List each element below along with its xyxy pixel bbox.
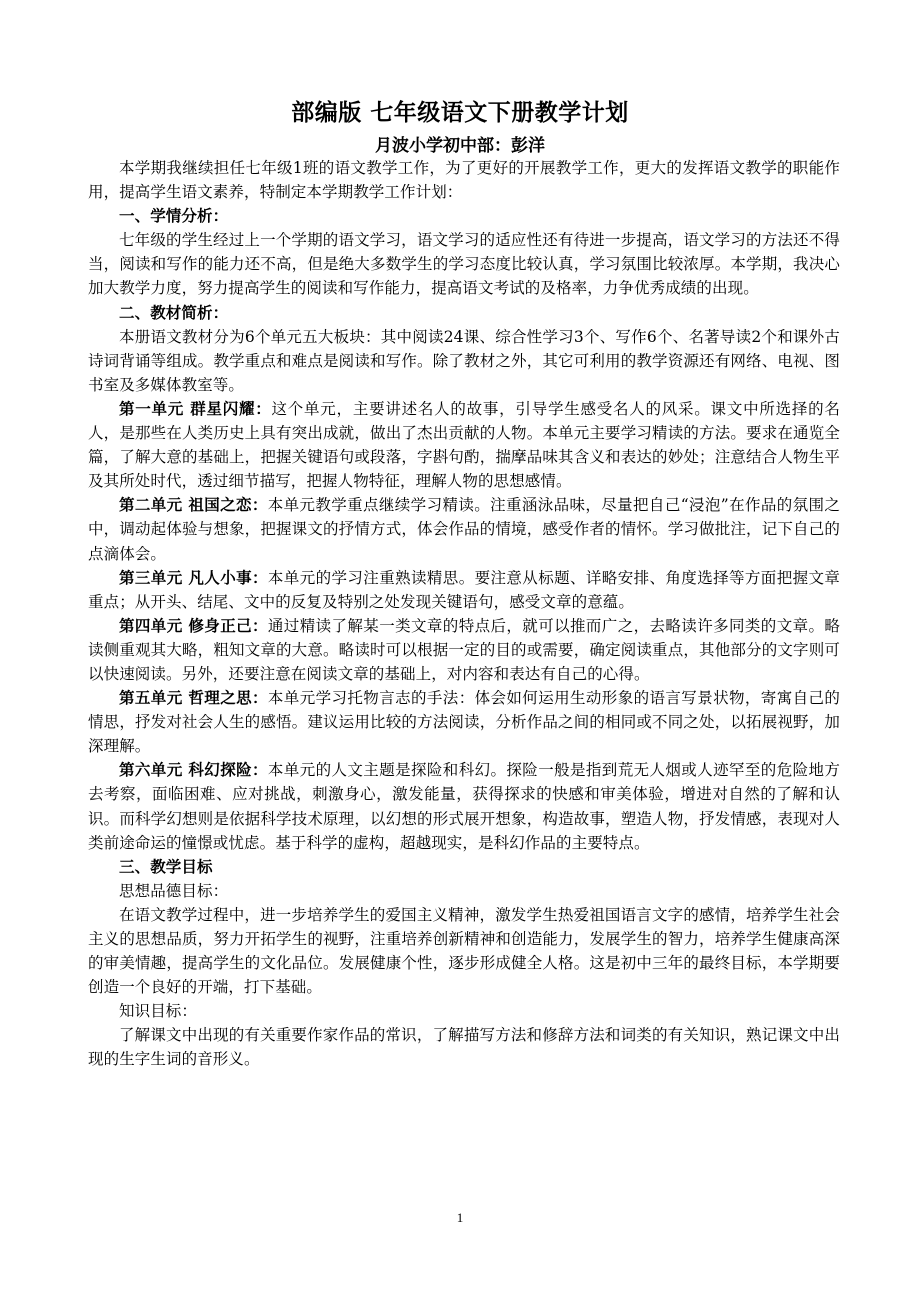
document-author: 月波小学初中部：彭洋 bbox=[375, 136, 545, 156]
knowledge-goal-paragraph: 了解课文中出现的有关重要作家作品的常识，了解描写方法和修辞方法和词类的有关知识，熟记课文中出现的生字生词的音形义。 bbox=[88, 1026, 840, 1069]
unit-paragraph bbox=[88, 758, 840, 854]
unit-label: 第一单元 群星闪耀： bbox=[119, 398, 272, 418]
unit-text: 本单元的学习注重熟读精思。要注意从标题、详略安排、角度选择等方面把握文章重点；从开头、结尾、文中的反复及特别之处发现关键语句，感受文章的意蕴。 bbox=[88, 568, 840, 611]
moral-goal-paragraph: 在语文教学过程中，进一步培养学生的爱国主义精神，激发学生热爱祖国语言文字的感情，培养学生社会主义的思想品质，努力开拓学生的视野，注重培养创新精神和创造能力，发展学生的智力，培养学生健康高深的审美情趣，提高学生的文化品位。发展健康个性，逐步形成健全人格。这是初中三年的最终目标，本学期要创造一个良好的开端，打下基础。 bbox=[88, 905, 840, 997]
unit-label: 第四单元 修身正己： bbox=[119, 615, 268, 635]
intro-paragraph: 本学期我继续担任七年级1班的语文教学工作，为了更好的开展教学工作，更大的发挥语文教学的职能作用，提高学生语文素养，特制定本学期教学工作计划： bbox=[88, 159, 840, 202]
situation-paragraph: 七年级的学生经过上一个学期的语文学习，语文学习的适应性还有待进一步提高，语文学习的方法还不得当，阅读和写作的能力还不高，但是绝大多数学生的学习态度比较认真，学习氛围比较浓厚。本学期，我决心加大教学力度，努力提高学生的阅读和写作能力，提高语文考试的及格率，力争优秀成绩的出现。 bbox=[88, 231, 840, 298]
unit-paragraph bbox=[88, 566, 840, 614]
textbook-paragraph: 本册语文教材分为6个单元五大板块：其中阅读24课、综合性学习3个、写作6个、名著导读2个和课外古诗词背诵等组成。教学重点和难点是阅读和写作。除了教材之外，其它可利用的教学资源还有网络、电视、图书室及多媒体教室等。 bbox=[88, 327, 840, 394]
unit-text: 本单元教学重点继续学习精读。注重涵泳品味，尽量把自己“浸泡”在作品的氛围之中，调动起体验与想象，把握课文的抒情方式，体会作品的情境，感受作者的情怀。学习做批注，记下自己的点滴体会。 bbox=[88, 496, 840, 563]
unit-text: 通过精读了解某一类文章的特点后，就可以推而广之，去略读许多同类的文章。略读侧重观其大略，粗知文章的大意。略读时可以根据一定的目的或需要，确定阅读重点，其他部分的文字则可以快速阅读。另外，还要注意在阅读文章的基础上，对内容和表达有自己的心得。 bbox=[88, 616, 840, 683]
unit-label: 第二单元 祖国之恋： bbox=[119, 495, 268, 515]
section-heading-situation: 一、学情分析： bbox=[119, 206, 229, 226]
unit-paragraph bbox=[88, 397, 840, 493]
unit-paragraph bbox=[88, 614, 840, 686]
moral-goal-label: 思想品德目标： bbox=[119, 881, 229, 900]
section-heading-goals: 三、教学目标 bbox=[119, 856, 213, 876]
document-title: 部编版 七年级语文下册教学计划 bbox=[291, 100, 629, 126]
unit-text: 本单元的人文主题是探险和科幻。探险一般是指到荒无人烟或人迹罕至的危险地方去考察，面临困难、应对挑战，刺激身心，激发能量，获得探求的快感和审美体验，增进对自然的了解和认识。而科学幻想则是依据科学技术原理，以幻想的形式展开想象，构造故事，塑造人物，抒发情感，表现对人类前途命运的憧憬或忧虑。基于科学的虚构，超越现实，是科幻作品的主要特点。 bbox=[88, 761, 840, 852]
unit-paragraph bbox=[88, 493, 840, 565]
page-number: 1 bbox=[456, 1210, 464, 1225]
section-heading-textbook: 二、教材简析： bbox=[119, 302, 229, 322]
unit-text: 本单元学习托物言志的手法：体会如何运用生动形象的语言写景状物，寄寓自己的情思，抒发对社会人生的感悟。建议运用比较的方法阅读，分析作品之间的相同或不同之处，以拓展视野，加深理解。 bbox=[88, 689, 840, 756]
unit-label: 第三单元 凡人小事： bbox=[119, 567, 268, 587]
unit-text: 这个单元，主要讲述名人的故事，引导学生感受名人的风采。课文中所选择的名人，是那些在人类历史上具有突出成就，做出了杰出贡献的人物。本单元主要学习精读的方法。要求在通览全篇，了解大意的基础上，把握关键语句或段落，字斟句酌，揣摩品味其含义和表达的妙处；注意结合人物生平及其所处时代，透过细节描写，把握人物特征，理解人物的思想感情。 bbox=[88, 399, 840, 491]
unit-label: 第六单元 科幻探险： bbox=[119, 760, 268, 780]
unit-label: 第五单元 哲理之思： bbox=[119, 688, 268, 708]
unit-paragraph bbox=[88, 686, 840, 758]
document-body bbox=[88, 156, 840, 1072]
knowledge-goal-label: 知识目标： bbox=[119, 1002, 198, 1021]
